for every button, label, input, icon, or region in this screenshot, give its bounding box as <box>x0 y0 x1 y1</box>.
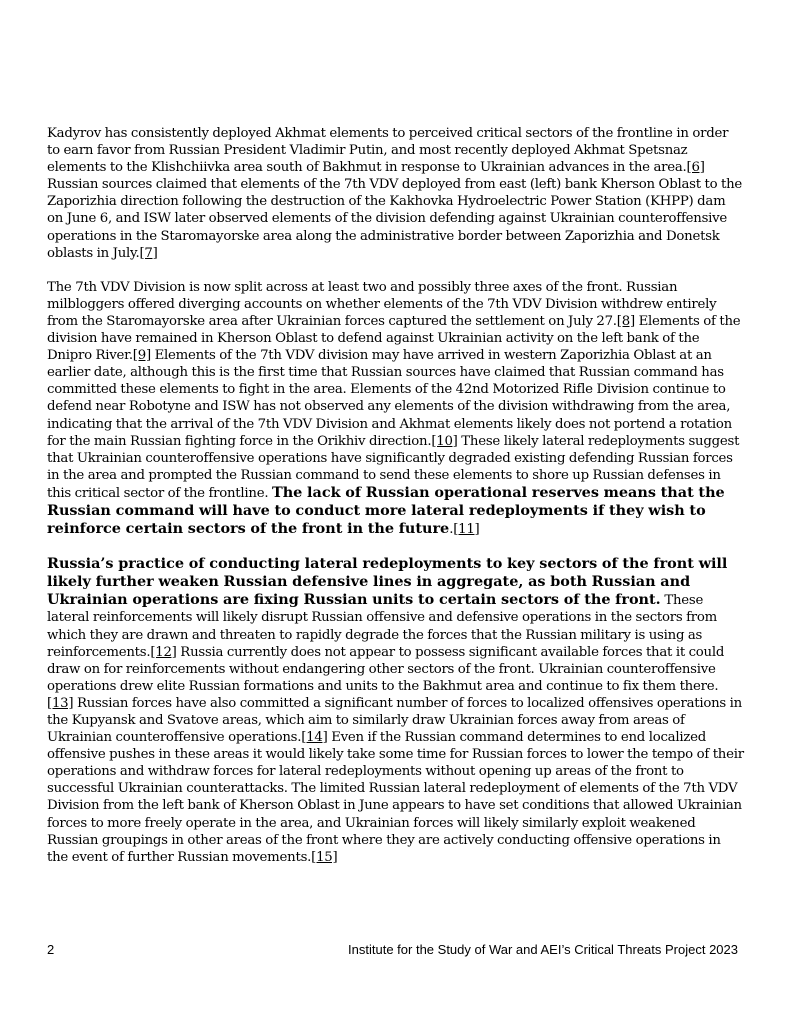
footnote-link[interactable]: [13] <box>47 695 74 711</box>
body-text: The 7th VDV Division is now split across at least two and possibly three axes of the front. Russian milbloggers offered diverging accounts on whether elements of the 7th VDV Division withdrew entirely from the Staromayorske area after Ukrainian forces captured the settlement on July 27. <box>47 279 717 329</box>
body-text: Russian forces have also committed a significant number of forces to localized offensives operations in the Kupyansk and Svatove areas, which aim to similarly draw Ukrainian forces away from areas of Ukrainian counteroffensive operations. <box>47 695 742 746</box>
bold-key-sentence: The lack of Russian operational reserves means that the Russian command will have to conduct more lateral redeployments if they wish to reinforce certain sectors of the front in the future <box>47 483 725 538</box>
page-number: 2 <box>47 942 55 957</box>
paragraph <box>47 555 744 866</box>
body-text: Russian sources claimed that elements of the 7th VDV deployed from east (left) bank Kherson Oblast to the Zaporizhia direction following the destruction of the Kakhovka Hydroelectric Power Station (KHPP) dam on June 6, and ISW later observed elements of the division defending against Ukrainian counteroffensive operations in the Staromayorske area along the administrative border between Zaporizhia and Donetsk oblasts in July. <box>47 177 743 261</box>
page-footer <box>47 942 744 962</box>
body-text: Elements of the division have remained in Kherson Oblast to defend against Ukrainian activity on the left bank of the Dnipro River. <box>47 313 741 364</box>
body-text: Elements of the 7th VDV division may have arrived in western Zaporizhia Oblast at an earlier date, although this is the first time that Russian sources have claimed that Russian command has committed these elements to fight in the area. Elements of the 42nd Motorized Rifle Division continue to defend near Robotyne and ISW has not observed any elements of the division withdrawing from the area, indicating that the arrival of the 7th VDV Division and Akhmat elements likely does not portend a rotation for the main Russian fighting force in the Orikhiv direction. <box>47 348 732 449</box>
footnote-link[interactable]: [10] <box>431 433 458 449</box>
paragraph <box>47 279 744 538</box>
body-text: Kadyrov has consistently deployed Akhmat elements to perceived critical sectors of the frontline in order to earn favor from Russian President Vladimir Putin, and most recently deployed Akhmat Spetsnaz elements to the Klishchiivka area south of Bakhmut in response to Ukrainian advances in the area. <box>47 126 729 176</box>
footnote-link[interactable]: [11] <box>453 522 480 538</box>
bold-key-sentence: Russia’s practice of conducting lateral redeployments to key sectors of the front will likely further weaken Russian defensive lines in aggregate, as both Russian and Ukrainian operations are fixing Russian units to certain sectors of the front. <box>47 555 728 609</box>
body-text: . <box>449 522 454 538</box>
body-text: Russia currently does not appear to possess significant available forces that it could draw on for reinforcements without endangering other sectors of the front. Ukrainian counteroffensive operations drew elite Russian formations and units to the Bakhmut area and continue to fix them there. <box>47 644 725 694</box>
body-text: These likely lateral redeployments suggest that Ukrainian counteroffensive operations have significantly degraded existing defending Russian forces in the area and prompted the Russian command to send these elements to shore up Russian defenses in this critical sector of the frontline. <box>47 433 740 501</box>
body-text: These lateral reinforcements will likely disrupt Russian offensive and defensive operations in the sectors from which they are drawn and threaten to rapidly degrade the forces that the Russian military is using as reinforcements. <box>47 593 717 660</box>
footnote-link[interactable]: [12] <box>150 644 177 660</box>
body-text: Even if the Russian command determines to end localized offensive pushes in these areas it would likely take some time for Russian forces to lower the tempo of their operations and withdraw forces for lateral redeployments without opening up areas of the front to successful Ukrainian counterattacks. The limited Russian lateral redeployment of elements of the 7th VDV Division from the left bank of Kherson Oblast in June appears to have set conditions that allowed Ukrainian forces to more freely operate in the area, and Ukrainian forces will likely similarly exploit weakened Russian groupings in other areas of the front where they are actively conducting offensive operations in the event of further Russian movements. <box>47 730 744 865</box>
footnote-link[interactable]: [14] <box>301 730 328 746</box>
footnote-link[interactable]: [9] <box>132 348 151 364</box>
footer-credit: Institute for the Study of War and AEI’s Critical Threats Project 2023 <box>348 942 738 957</box>
footnote-link[interactable]: [6] <box>686 160 705 176</box>
document-body <box>47 125 744 883</box>
footnote-link[interactable]: [15] <box>311 849 338 865</box>
footnote-link[interactable]: [8] <box>616 313 635 329</box>
paragraph <box>47 125 744 262</box>
footnote-link[interactable]: [7] <box>139 245 158 261</box>
